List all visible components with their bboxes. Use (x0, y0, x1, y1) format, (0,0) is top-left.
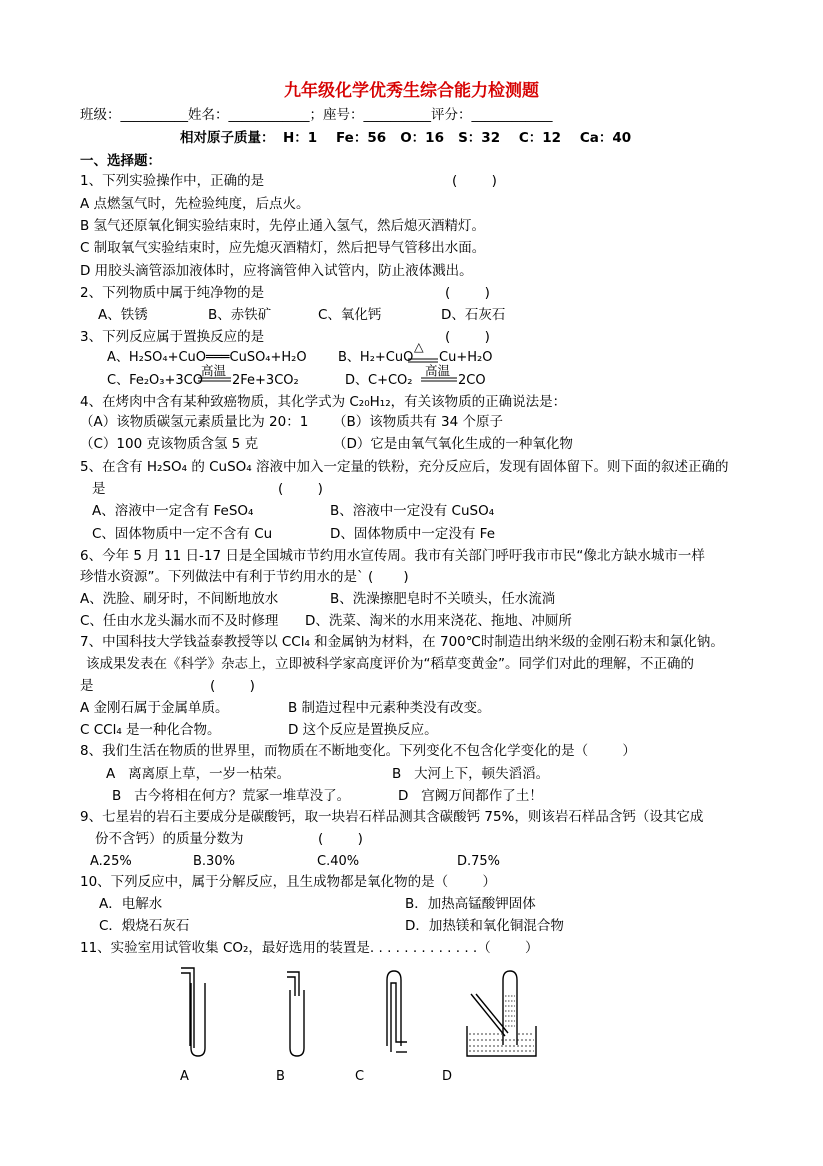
q4-stem: 4、在烤肉中含有某种致癌物质，其化学式为 C₂₀H₁₂，有关该物质的正确说法是： (80, 394, 567, 410)
apparatus-label-c: C (355, 1069, 365, 1084)
q7-answer-blank: ( ) (210, 678, 255, 694)
q7-option-d: D 这个反应是置换反应。 (288, 722, 438, 738)
atomic-mass-values: H：1 Fe：56 O：16 S：32 C：12 Ca：40 (283, 130, 632, 146)
q9-stem: 9、七星岩的岩石主要成分是碳酸钙，取一块岩石样品测其含碳酸钙 75%，则该岩石样品含钙（设其它成 (80, 809, 704, 825)
q8-stem: 8、我们生活在物质的世界里，而物质在不断地变化。下列变化不包含化学变化的是（ ） (80, 743, 636, 759)
trough-water (469, 1034, 534, 1051)
q7-option-b: B 制造过程中元素种类没有改变。 (288, 700, 491, 716)
q2-option-c: C、氧化钙 (318, 307, 382, 323)
q10-stem: 10、下列反应中，属于分解反应，且生成物都是氧化物的是（ ） (80, 874, 497, 890)
q3-option-b-left: B、H₂+CuO (338, 350, 414, 365)
q3-option-b-condition: △ (414, 339, 424, 354)
q7-stem: 7、中国科技大学钱益泰教授等以 CCl₄ 和金属钠为材料，在 700℃时制造出纳米级的金刚石粉末和氯化钠。 (80, 634, 724, 650)
q3-option-d-right: 2CO (458, 373, 486, 388)
q5-answer-blank: ( ) (278, 481, 323, 497)
q10-option-c: C．煅烧石灰石 (99, 918, 190, 934)
q3-option-d-condition: 高温 (425, 363, 451, 378)
page-title: 九年级化学优秀生综合能力检测题 (284, 81, 539, 101)
apparatus-label-b: B (276, 1069, 285, 1084)
q6-option-d: D、洗菜、淘米的水用来浇花、拖地、冲厕所 (305, 613, 572, 629)
q9-option-d: D.75% (457, 854, 501, 869)
q9-stem-cont: 份不含钙）的质量分数为 (95, 831, 244, 847)
header-info: 班级：__________姓名：____________；座号：__________评分：____________ (80, 107, 553, 123)
q5-option-b: B、溶液中一定没有 CuSO₄ (330, 503, 495, 519)
q5-option-d: D、固体物质中一定没有 Fe (330, 526, 496, 542)
apparatus-label-d: D (442, 1069, 453, 1084)
q3-option-c-left: C、Fe₂O₃+3CO (107, 373, 203, 388)
q9-option-a: A.25% (90, 854, 132, 869)
q10-option-b: B．加热高锰酸钾固体 (405, 896, 536, 912)
q2-answer-blank: ( ) (445, 285, 490, 301)
section-heading: 一、选择题： (80, 153, 161, 169)
q7-stem-cont: 该成果发表在《科学》杂志上，立即被科学家高度评价为“稻草变黄金”。同学们对此的理解，不正确的 (86, 656, 694, 672)
q1-option-c: C 制取氧气实验结束时，应先熄灭酒精灯，然后把导气管移出水面。 (80, 240, 486, 256)
q6-stem: 6、今年 5 月 11 日-17 日是全国城市节约用水宣传周。我市有关部门呼吁我市市民“像北方缺水城市一样 (80, 548, 705, 564)
q2-option-d: D、石灰石 (441, 307, 506, 323)
q8-option-d: D 宫阙万间都作了土！ (398, 788, 543, 804)
q4-option-a: （A）该物质碳氢元素质量比为 20：1 (80, 414, 309, 430)
q5-stem-cont: 是 (92, 481, 106, 497)
apparatus-label-a: A (180, 1069, 189, 1084)
q4-option-d: （D）它是由氧气氧化生成的一种氧化物 (333, 436, 573, 452)
apparatus-d-icon (467, 971, 536, 1056)
q8-option-a: A 离离原上草，一岁一枯荣。 (106, 766, 291, 782)
tube-d-water (505, 996, 515, 1026)
q3-option-a: A、H₂SO₄+CuO═══CuSO₄+H₂O (107, 350, 307, 365)
q6-stem-cont: 珍惜水资源”。下列做法中有利于节约用水的是` ( ) (80, 569, 409, 585)
q8-option-c: B 古今将相在何方？荒冢一堆草没了。 (112, 788, 351, 804)
q7-option-c: C CCl₄ 是一种化合物。 (80, 722, 221, 738)
q7-stem-cont2: 是 (80, 678, 94, 694)
q3-option-d-left: D、C+CO₂ (345, 373, 413, 388)
q2-stem: 2、下列物质中属于纯净物的是 (80, 285, 265, 301)
q3-option-b-right: Cu+H₂O (439, 350, 493, 365)
q2-option-b: B、赤铁矿 (208, 307, 272, 323)
q9-answer-blank: ( ) (318, 831, 363, 847)
apparatus-c-icon (387, 971, 407, 1052)
q11-stem: 11、实验室用试管收集 CO₂，最好选用的装置是. . . . . . . . . . . . .（ ） (80, 940, 539, 956)
q1-option-a: A 点燃氢气时，先检验纯度，后点火。 (80, 196, 310, 212)
q9-option-b: B.30% (193, 854, 235, 869)
q1-stem: 1、下列实验操作中，正确的是 (80, 173, 265, 189)
q9-option-c: C.40% (317, 854, 360, 869)
q6-option-b: B、洗澡擦肥皂时不关喷头，任水流淌 (330, 591, 556, 607)
q6-option-c: C、任由水龙头漏水而不及时修理 (80, 613, 279, 629)
q1-answer-blank: ( ) (452, 173, 497, 189)
q10-option-a: A．电解水 (99, 896, 163, 912)
q5-option-a: A、溶液中一定含有 FeSO₄ (92, 503, 254, 519)
apparatus-a-icon (181, 968, 205, 1056)
q5-stem: 5、在含有 H₂SO₄ 的 CuSO₄ 溶液中加入一定量的铁粉，充分反应后，发现有固体留下。则下面的叙述正确的 (80, 459, 729, 475)
q10-option-d: D．加热镁和氧化铜混合物 (405, 918, 564, 934)
q3-option-c-condition: 高温 (201, 363, 227, 378)
q5-option-c: C、固体物质中一定不含有 Cu (92, 526, 273, 542)
q3-option-c-right: 2Fe+3CO₂ (232, 373, 299, 388)
q3-stem: 3、下列反应属于置换反应的是 (80, 329, 265, 345)
q1-option-d: D 用胶头滴管添加液体时，应将滴管伸入试管内，防止液体溅出。 (80, 263, 473, 279)
q3-answer-blank: ( ) (445, 329, 490, 345)
atomic-mass-label: 相对原子质量： (180, 130, 275, 146)
q4-option-c: （C）100 克该物质含氢 5 克 (80, 436, 259, 452)
q8-option-b: B 大河上下，顿失滔滔。 (392, 766, 550, 782)
q6-option-a: A、洗脸、刷牙时，不间断地放水 (80, 591, 279, 607)
q1-option-b: B 氢气还原氧化铜实验结束时，先停止通入氢气，然后熄灭酒精灯。 (80, 218, 486, 234)
q2-option-a: A、铁锈 (98, 307, 148, 323)
q7-option-a: A 金刚石属于金属单质。 (80, 700, 229, 716)
q4-option-b: （B）该物质共有 34 个原子 (333, 414, 504, 430)
apparatus-b-icon (287, 972, 304, 1056)
